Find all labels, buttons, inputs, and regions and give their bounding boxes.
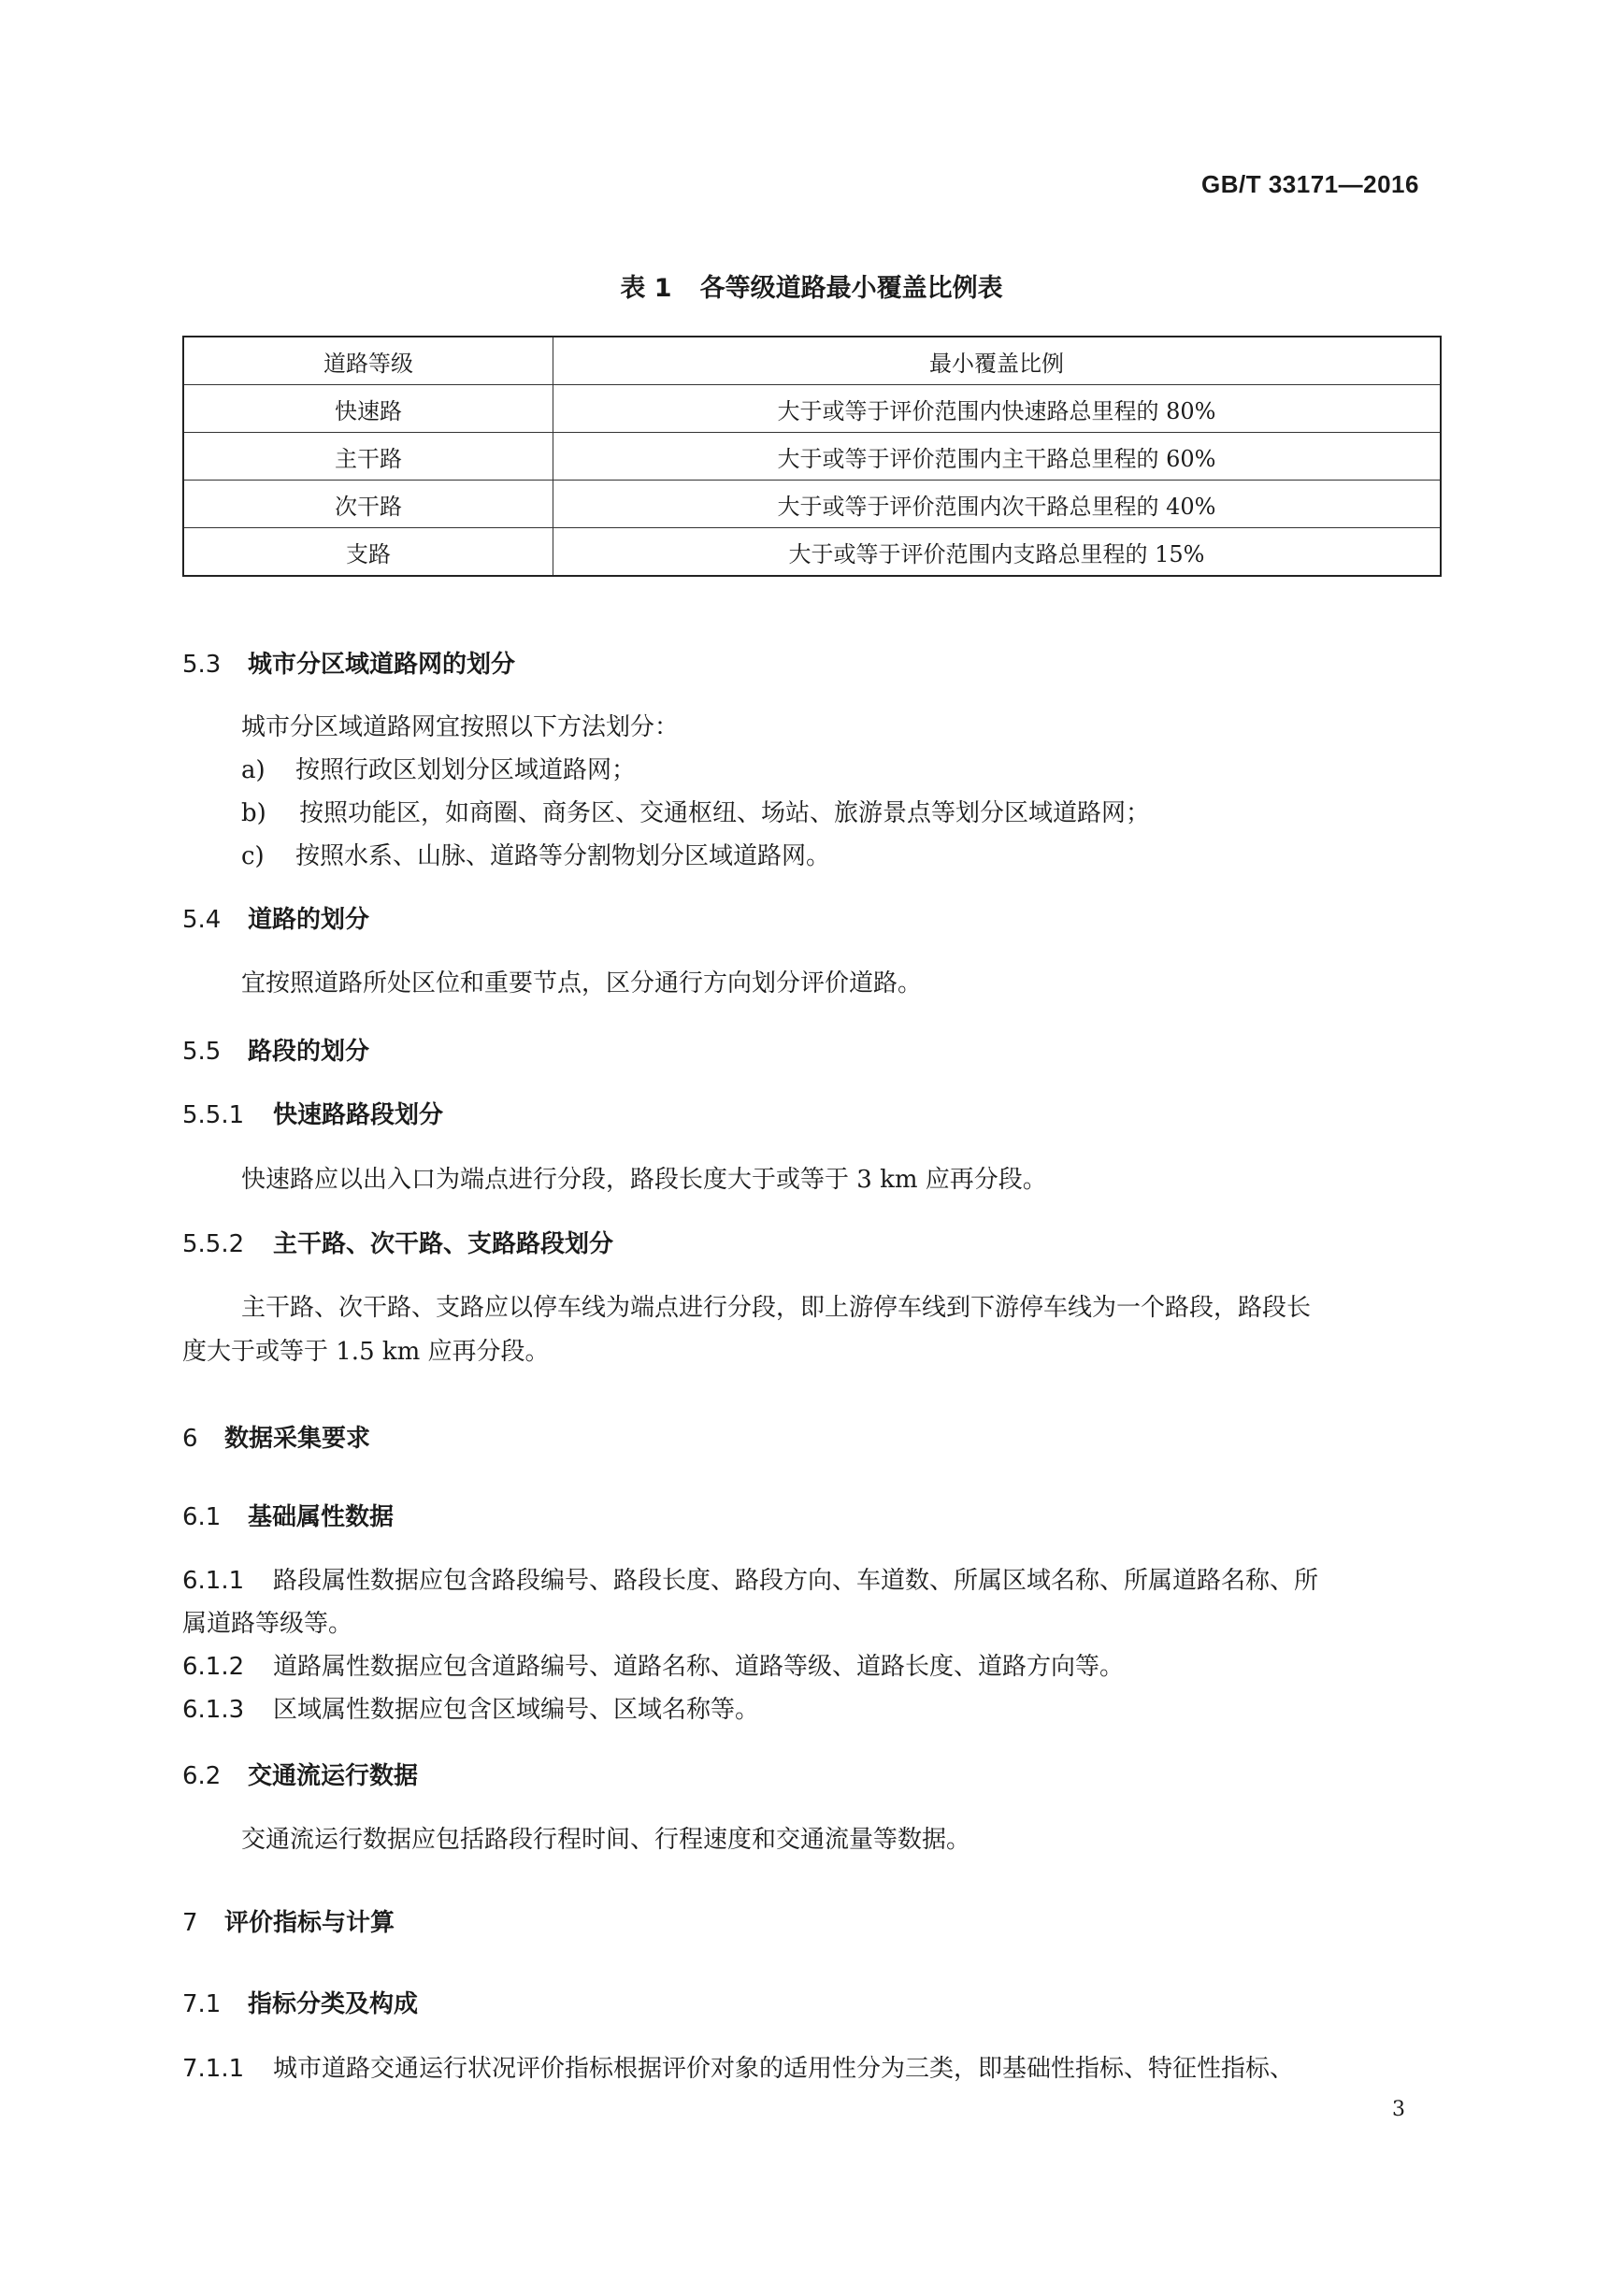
clause [182, 1647, 1124, 1682]
table-caption [0, 267, 1623, 304]
table-header-row [183, 337, 1441, 385]
table-caption-title: 各等级道路最小覆盖比例表 [699, 274, 1003, 303]
list-item-label: a) [241, 756, 266, 784]
clause-number: 7.1.1 [182, 2055, 245, 2083]
clause [182, 1561, 1318, 1596]
table-row [183, 528, 1441, 577]
chapter-title: 数据采集要求 [224, 1425, 371, 1453]
table-row [183, 481, 1441, 528]
table-caption-number: 表 1 [620, 274, 672, 303]
table-cell: 次干路 [183, 481, 553, 528]
section-title: 指标分类及构成 [248, 1990, 419, 2018]
table-row [183, 433, 1441, 481]
table-cell: 大于或等于评价范围内快速路总里程的 80% [553, 385, 1442, 433]
chapter-number: 6 [182, 1425, 198, 1453]
section-heading [182, 645, 515, 680]
chapter-title: 评价指标与计算 [224, 1909, 395, 1937]
paragraph: 宜按照道路所处区位和重要节点，区分通行方向划分评价道路。 [241, 969, 923, 997]
table-cell: 大于或等于评价范围内次干路总里程的 40% [553, 481, 1442, 528]
clause [182, 2049, 1294, 2084]
table-row [183, 385, 1441, 433]
clause-text: 道路属性数据应包含道路编号、道路名称、道路等级、道路长度、道路方向等。 [273, 1653, 1125, 1681]
clause [182, 1690, 759, 1725]
section-title: 快速路路段划分 [273, 1101, 444, 1129]
section-title: 基础属性数据 [248, 1503, 395, 1531]
section-title: 主干路、次干路、支路路段划分 [273, 1230, 614, 1258]
section-heading [182, 1985, 418, 2019]
list-item [241, 837, 830, 871]
paragraph: 交通流运行数据应包括路段行程时间、行程速度和交通流量等数据。 [241, 1826, 971, 1854]
coverage-table [182, 336, 1442, 577]
paragraph-line: 度大于或等于 1.5 km 应再分段。 [182, 1338, 550, 1366]
section-heading [182, 1096, 443, 1130]
section-title: 交通流运行数据 [248, 1762, 419, 1790]
paragraph: 城市分区域道路网宜按照以下方法划分： [241, 713, 680, 741]
section-heading [182, 1498, 394, 1532]
paragraph-line: 属道路等级等。 [182, 1610, 353, 1638]
section-heading [182, 1225, 613, 1259]
list-item-label: c) [241, 842, 265, 870]
section-number: 5.5 [182, 1038, 222, 1066]
list-item [241, 794, 1150, 828]
section-number: 5.3 [182, 651, 222, 679]
chapter-heading [182, 1903, 395, 1938]
paragraph: 快速路应以出入口为端点进行分段，路段长度大于或等于 3 km 应再分段。 [241, 1166, 1047, 1194]
list-item-text: 按照功能区，如商圈、商务区、交通枢纽、场站、旅游景点等划分区域道路网； [299, 799, 1151, 827]
clause-text: 区域属性数据应包含区域编号、区域名称等。 [273, 1696, 760, 1724]
table-cell: 支路 [183, 528, 553, 577]
list-item-text: 按照水系、山脉、道路等分割物划分区域道路网。 [295, 842, 831, 870]
table-cell: 大于或等于评价范围内支路总里程的 15% [553, 528, 1442, 577]
paragraph-line: 主干路、次干路、支路应以停车线为端点进行分段，即上游停车线到下游停车线为一个路段，路段长 [241, 1294, 1312, 1322]
section-number: 6.2 [182, 1762, 222, 1790]
clause-text: 路段属性数据应包含路段编号、路段长度、路段方向、车道数、所属区域名称、所属道路名称、所 [273, 1567, 1319, 1595]
clause-number: 6.1.2 [182, 1653, 245, 1681]
table-cell: 大于或等于评价范围内主干路总里程的 60% [553, 433, 1442, 481]
list-item [241, 751, 636, 785]
page-number: 3 [1392, 2098, 1405, 2121]
table-cell: 快速路 [183, 385, 553, 433]
section-title: 路段的划分 [248, 1038, 370, 1066]
chapter-number: 7 [182, 1909, 198, 1937]
section-number: 6.1 [182, 1503, 222, 1531]
list-item-label: b) [241, 799, 266, 827]
list-item-text: 按照行政区划划分区域道路网； [295, 756, 637, 784]
column-header: 道路等级 [183, 337, 553, 385]
section-number: 5.4 [182, 906, 222, 934]
clause-number: 6.1.3 [182, 1696, 245, 1724]
section-number: 7.1 [182, 1990, 222, 2018]
section-title: 城市分区域道路网的划分 [248, 651, 516, 679]
section-heading [182, 1032, 369, 1067]
chapter-heading [182, 1419, 370, 1454]
section-number: 5.5.2 [182, 1230, 245, 1258]
section-title: 道路的划分 [248, 906, 370, 934]
clause-number: 6.1.1 [182, 1567, 245, 1595]
section-heading [182, 1757, 418, 1791]
column-header: 最小覆盖比例 [553, 337, 1442, 385]
section-heading [182, 900, 369, 935]
table-cell: 主干路 [183, 433, 553, 481]
section-number: 5.5.1 [182, 1101, 245, 1129]
standard-number: GB/T 33171—2016 [1201, 170, 1419, 198]
clause-text: 城市道路交通运行状况评价指标根据评价对象的适用性分为三类，即基础性指标、特征性指标、 [273, 2055, 1295, 2083]
